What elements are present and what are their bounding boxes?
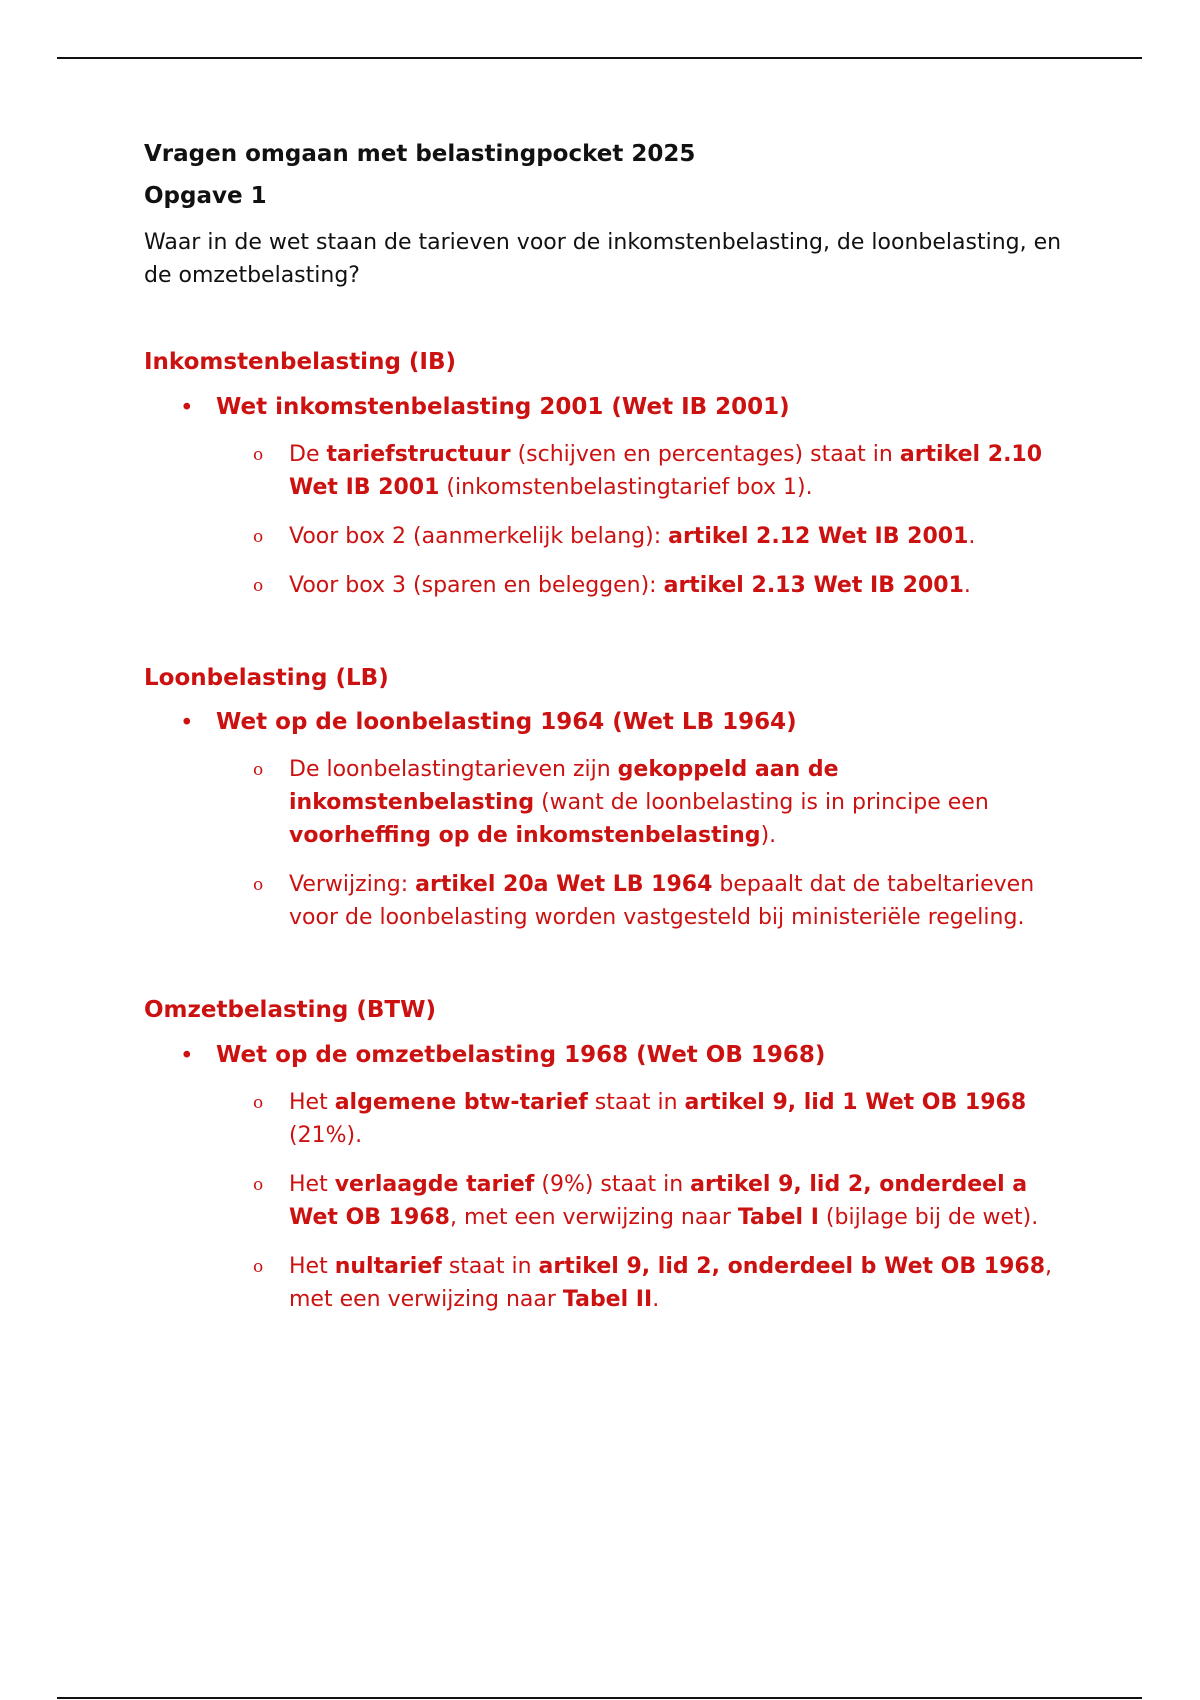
- text-run: De loonbelastingtarieven zijn: [289, 757, 618, 783]
- sub-list: [216, 438, 1064, 602]
- sub-bullet-icon: o: [253, 1175, 264, 1196]
- sub-item: [216, 868, 1064, 934]
- sub-bullet-icon: o: [253, 1257, 264, 1278]
- law-list: [144, 393, 1064, 602]
- text-run: Het: [289, 1254, 335, 1280]
- bold-text-run: algemene btw-tarief: [334, 1090, 588, 1116]
- bullet-icon: •: [180, 710, 194, 737]
- law-item: [144, 1041, 1064, 1316]
- text-run: staat in: [587, 1090, 685, 1116]
- text-run: ).: [760, 823, 777, 849]
- law-title: Wet inkomstenbelasting 2001 (Wet IB 2001): [216, 393, 790, 420]
- text-run: .: [963, 572, 971, 598]
- bold-text-run: artikel 2.12 Wet IB 2001: [668, 523, 969, 549]
- sub-item: [216, 1168, 1064, 1234]
- bold-text-run: artikel 20a Wet LB 1964: [415, 872, 713, 898]
- section-ob: [144, 996, 1064, 1316]
- sub-item: [216, 520, 1064, 553]
- sub-bullet-icon: o: [253, 575, 264, 596]
- text-run: Voor box 2 (aanmerkelijk belang):: [289, 523, 669, 549]
- sub-bullet-icon: o: [253, 875, 264, 896]
- section-heading: Loonbelasting (LB): [144, 664, 389, 691]
- sub-item: [216, 569, 1064, 602]
- sub-list: [216, 753, 1064, 934]
- sub-bullet-icon: o: [253, 444, 264, 465]
- sub-bullet-icon: o: [253, 526, 264, 547]
- bold-text-run: artikel 2.10 Wet IB 2001: [289, 441, 1043, 500]
- bullet-icon: •: [180, 394, 194, 421]
- document-body: [144, 140, 1064, 1332]
- bold-text-run: gekoppeld aan de inkomstenbelasting: [289, 757, 839, 816]
- sub-item: [216, 1250, 1064, 1316]
- text-run: (inkomstenbelastingtarief box 1).: [439, 474, 813, 500]
- bold-text-run: artikel 2.13 Wet IB 2001: [663, 572, 964, 598]
- text-run: (want de loonbelasting is in principe een: [534, 790, 989, 816]
- text-run: , met een verwijzing naar: [289, 1254, 1053, 1313]
- sub-item: [216, 753, 1064, 852]
- bold-text-run: artikel 9, lid 2, onderdeel a Wet OB 1968: [289, 1172, 1028, 1231]
- law-title: Wet op de loonbelasting 1964 (Wet LB 1964): [216, 709, 797, 736]
- law-list: [144, 1041, 1064, 1316]
- sub-bullet-icon: o: [253, 760, 264, 781]
- bold-text-run: tariefstructuur: [326, 441, 511, 467]
- section-ib: [144, 348, 1064, 602]
- law-item: [144, 708, 1064, 934]
- sub-bullet-icon: o: [253, 1093, 264, 1114]
- document-title: Vragen omgaan met belastingpocket 2025: [144, 141, 696, 167]
- bold-text-run: Tabel I: [737, 1205, 819, 1231]
- text-run: bepaalt dat de tabeltarieven voor de loonbelasting worden vastgesteld bij ministeriële regeling.: [289, 872, 1035, 931]
- text-run: Voor box 3 (sparen en beleggen):: [289, 572, 664, 598]
- bold-text-run: verlaagde tarief: [334, 1172, 535, 1198]
- law-item: [144, 393, 1064, 602]
- text-run: staat in: [441, 1254, 539, 1280]
- footer-rule: [57, 1697, 1142, 1699]
- text-run: Het: [289, 1090, 335, 1116]
- exercise-title: Opgave 1: [144, 182, 267, 209]
- text-run: Het: [289, 1172, 335, 1198]
- question-text: Waar in de wet staan de tarieven voor de inkomstenbelasting, de loonbelasting, en de omzetbelasting?: [144, 229, 1062, 288]
- law-title: Wet op de omzetbelasting 1968 (Wet OB 1968): [216, 1042, 826, 1069]
- text-run: (bijlage bij de wet).: [818, 1205, 1039, 1231]
- text-run: (21%).: [289, 1123, 363, 1149]
- bold-text-run: voorheffing op de inkomstenbelasting: [289, 823, 761, 849]
- text-run: (9%) staat in: [534, 1172, 691, 1198]
- sub-item: [216, 1086, 1064, 1152]
- section-lb: [144, 664, 1064, 935]
- text-run: De: [289, 441, 327, 467]
- text-run: .: [652, 1287, 660, 1313]
- text-run: , met een verwijzing naar: [449, 1205, 738, 1231]
- section-heading: Inkomstenbelasting (IB): [144, 348, 457, 375]
- header-rule: [57, 57, 1142, 59]
- bullet-icon: •: [180, 1043, 194, 1070]
- bold-text-run: nultarief: [334, 1254, 442, 1280]
- sub-item: [216, 438, 1064, 504]
- bold-text-run: Tabel II: [562, 1287, 653, 1313]
- bold-text-run: artikel 9, lid 1 Wet OB 1968: [684, 1090, 1027, 1116]
- text-run: .: [968, 523, 976, 549]
- section-heading: Omzetbelasting (BTW): [144, 997, 436, 1024]
- text-run: (schijven en percentages) staat in: [510, 441, 900, 467]
- law-list: [144, 708, 1064, 934]
- text-run: Verwijzing:: [289, 872, 416, 898]
- bold-text-run: artikel 9, lid 2, onderdeel b Wet OB 1968: [538, 1254, 1046, 1280]
- sub-list: [216, 1086, 1064, 1316]
